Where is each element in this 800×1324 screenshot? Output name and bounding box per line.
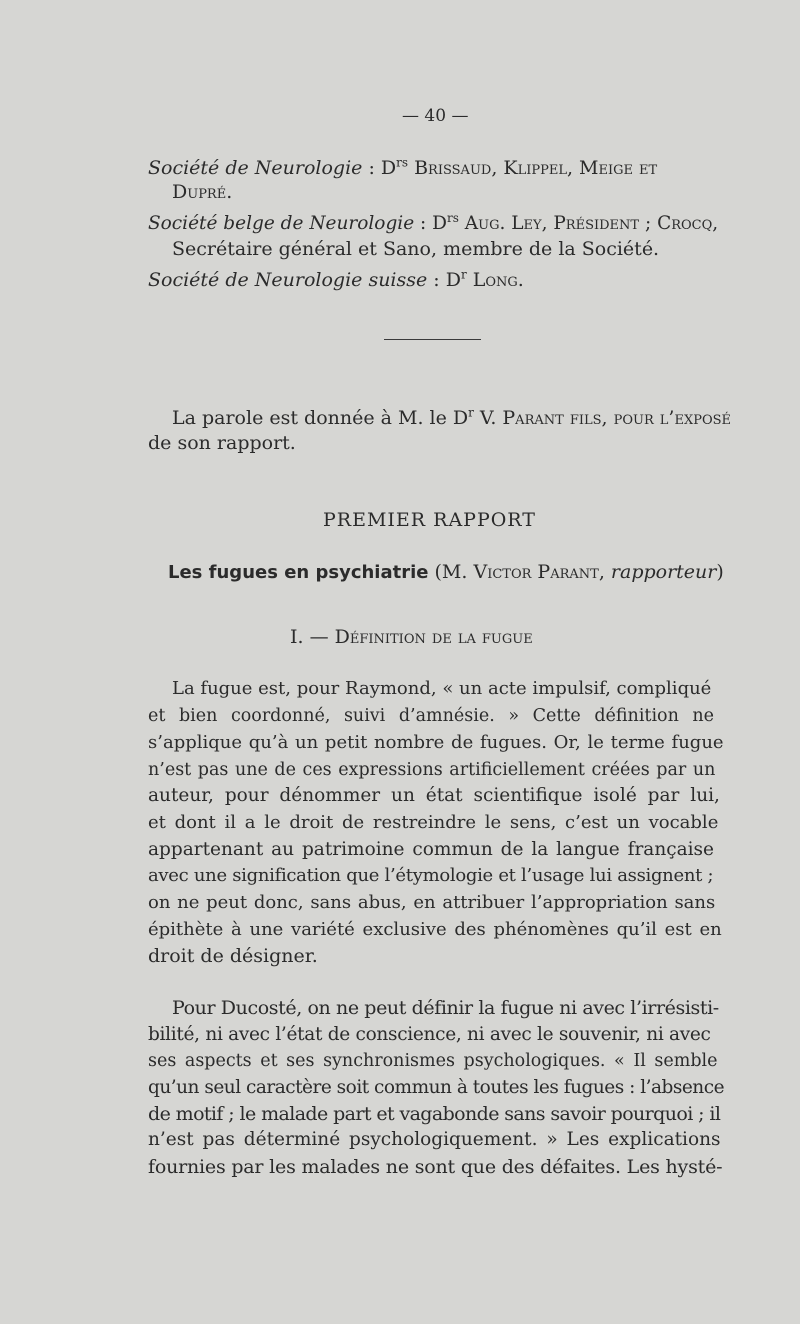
paragraph-line: fournies par les malades ne sont que des défaites. Les hysté- (148, 1156, 723, 1178)
paragraph-line: et dont il a le droit de restreindre le sens, c’est un vocable (148, 812, 719, 833)
report-heading: PREMIER RAPPORT (323, 509, 536, 531)
paragraph-line: on ne peut donc, sans abus, en attribuer l’appropriation sans (148, 892, 716, 913)
paragraph-line: n’est pas une de ces expressions artificiellement créées par un (148, 760, 716, 780)
paragraph-line: droit de désigner. (148, 945, 318, 967)
paragraph-line: épithète à une variété exclusive des phénomènes qu’il est en (148, 919, 722, 940)
intro-line-2: de son rapport. (148, 432, 296, 454)
report-subheading: Les fugues en psychiatrie (M. Victor Parant, rapporteur) (168, 561, 724, 583)
paragraph-line: et bien coordonné, suivi d’amnésie. » Cette définition ne (148, 706, 715, 726)
society-entry-1-cont: Dupré. (172, 181, 233, 203)
paragraph-line: ses aspects et ses synchronismes psychologiques. « Il semble (148, 1051, 718, 1071)
section-heading: I. — Définition de la fugue (290, 626, 533, 648)
paragraph-line: auteur, pour dénommer un état scientifique isolé par lui, (148, 785, 720, 806)
society-entry-3: Société de Neurologie suisse : $D^r$ Long. (148, 267, 524, 291)
paragraph-line: avec une signification que l’étymologie et l’usage lui assignent ; (148, 865, 714, 886)
paragraph-line: n’est pas déterminé psychologiquement. » Les explications (148, 1129, 721, 1150)
society-entry-1: Société de Neurologie : $D^{rs}$ Brissaud, Klippel, Meige et (148, 155, 658, 179)
intro-line-1: La parole est donnée à M. le $D^r$ V. Parant fils, pour l’exposé (172, 405, 732, 429)
section-divider (384, 339, 481, 340)
paragraph-line: s’applique qu’à un petit nombre de fugues. Or, le terme fugue (148, 732, 724, 753)
paragraph-line: Pour Ducosté, on ne peut définir la fugue ni avec l’irrésisti- (172, 997, 719, 1019)
society-name: Société de Neurologie suisse (148, 269, 428, 291)
paragraph-line: La fugue est, pour Raymond, « un acte impulsif, compliqué (172, 678, 712, 699)
report-title: Les fugues en psychiatrie (168, 562, 429, 583)
page-number: — 40 — (402, 106, 469, 126)
society-entry-2-cont: Secrétaire général et Sano, membre de la Société. (172, 238, 660, 260)
society-name: Société belge de Neurologie (148, 213, 415, 234)
paragraph-line: qu’un seul caractère soit commun à toutes les fugues : l’absence (148, 1077, 725, 1098)
paragraph-line: de motif ; le malade part et vagabonde sans savoir pourquoi ; il (148, 1103, 721, 1125)
paragraph-line: bilité, ni avec l’état de conscience, ni avec le souvenir, ni avec (148, 1024, 711, 1045)
paragraph-line: appartenant au patrimoine commun de la langue française (148, 839, 715, 860)
society-entry-2: Société belge de Neurologie : $D^{rs}$ Aug. Ley, Président ; Crocq, (148, 210, 719, 234)
society-name: Société de Neurologie (148, 157, 363, 179)
